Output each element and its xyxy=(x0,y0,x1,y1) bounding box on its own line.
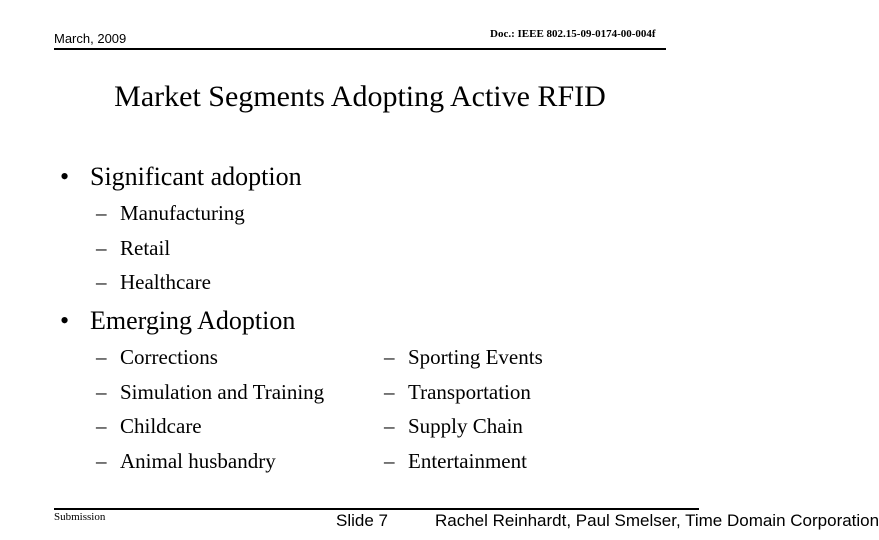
sub-item-supply-chain xyxy=(384,414,523,439)
sub-item-healthcare xyxy=(96,270,211,295)
sub-item-sporting-events xyxy=(384,345,543,370)
sub-item-animal-husbandry xyxy=(96,449,276,474)
sub-item-label: Sporting Events xyxy=(408,345,543,369)
header-rule xyxy=(54,48,666,50)
sub-item-label: Animal husbandry xyxy=(120,449,276,473)
slide-title: Market Segments Adopting Active RFID xyxy=(114,80,606,113)
dash-glyph: – xyxy=(96,201,107,225)
bullet-label: Emerging Adoption xyxy=(90,306,296,335)
sub-item-transportation xyxy=(384,380,531,405)
bullet-significant-adoption xyxy=(60,162,302,192)
sub-item-label: Entertainment xyxy=(408,449,527,473)
sub-item-label: Manufacturing xyxy=(120,201,245,225)
sub-item-label: Simulation and Training xyxy=(120,380,325,404)
sub-item-label: Corrections xyxy=(120,345,218,369)
sub-item-label: Healthcare xyxy=(120,270,211,294)
sub-item-label: Transportation xyxy=(408,380,531,404)
sub-item-label: Supply Chain xyxy=(408,414,523,438)
sub-item-childcare xyxy=(96,414,202,439)
sub-item-retail xyxy=(96,236,170,261)
bullet-label: Significant adoption xyxy=(90,162,302,191)
sub-item-entertainment xyxy=(384,449,527,474)
sub-item-label: Retail xyxy=(120,236,171,260)
sub-item-corrections xyxy=(96,345,218,370)
header-doc-id: Doc.: IEEE 802.15-09-0174-00-004f xyxy=(490,28,656,40)
dash-glyph: – xyxy=(96,414,107,438)
dash-glyph: – xyxy=(96,270,107,294)
dash-glyph: – xyxy=(96,449,107,473)
footer-rule xyxy=(54,508,699,510)
dash-glyph: – xyxy=(96,345,107,369)
dash-glyph: – xyxy=(96,236,107,260)
bullet-emerging-adoption xyxy=(60,306,295,336)
footer-slide-number: Slide 7 xyxy=(336,511,388,530)
footer-submission: Submission xyxy=(54,511,106,523)
dash-glyph: – xyxy=(384,449,395,473)
sub-item-simulation-training xyxy=(96,380,324,405)
sub-item-manufacturing xyxy=(96,201,245,226)
bullet-glyph: • xyxy=(60,162,70,191)
footer-authors: Rachel Reinhardt, Paul Smelser, Time Domain Corporation xyxy=(435,511,879,530)
dash-glyph: – xyxy=(96,380,107,404)
sub-item-label: Childcare xyxy=(120,414,202,438)
dash-glyph: – xyxy=(384,345,395,369)
bullet-glyph: • xyxy=(60,306,70,335)
header-date: March, 2009 xyxy=(54,31,127,46)
dash-glyph: – xyxy=(384,380,395,404)
dash-glyph: – xyxy=(384,414,395,438)
